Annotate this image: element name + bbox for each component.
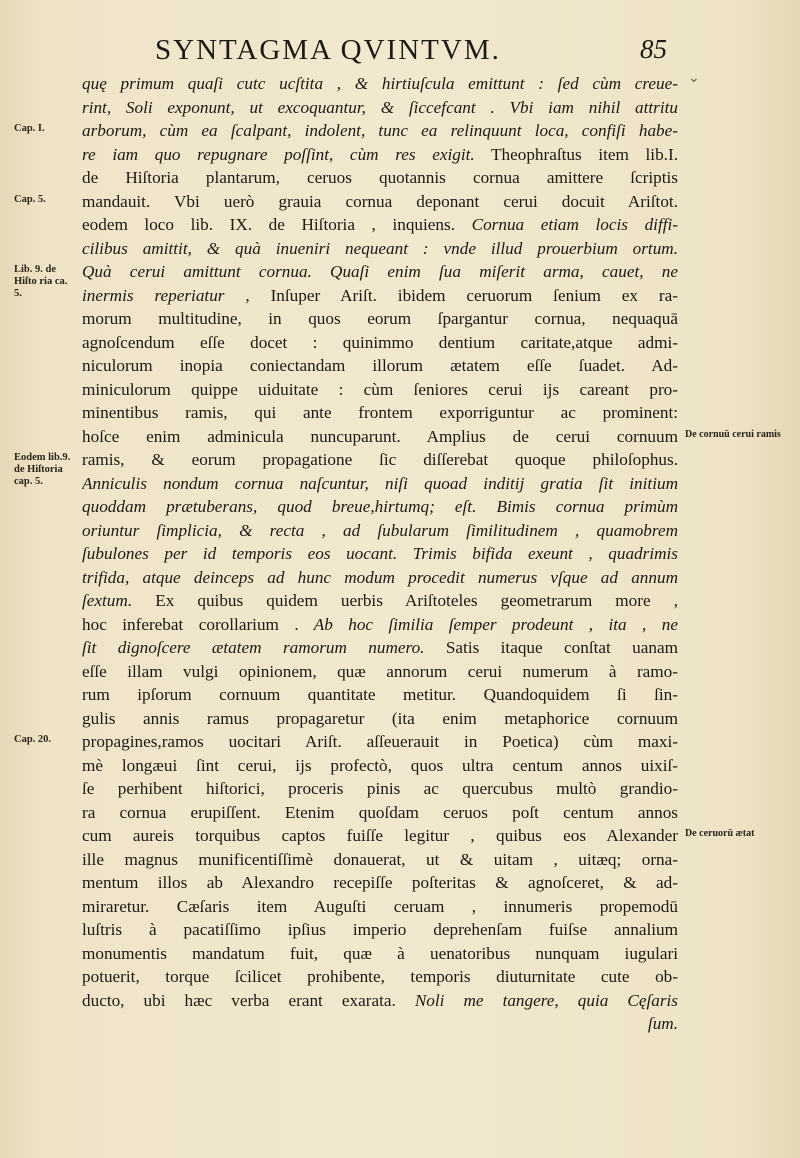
text-segment: ſe perhibent hiſtorici, proceris pinis ac quercubus multò grandio- xyxy=(82,779,678,798)
text-segment: Quà cerui amittunt cornua. Quaſi enim ſua miſerit arma, cauet, ne xyxy=(82,262,678,281)
text-line xyxy=(82,378,678,402)
text-line xyxy=(82,96,678,120)
text-line xyxy=(82,613,678,637)
text-segment: ſextum. xyxy=(82,591,133,610)
body-text xyxy=(82,72,678,1036)
text-segment: eodem loco lib. IX. de Hiſtoria , inquiens. xyxy=(82,215,455,234)
ink-mark-decoration: ⌄ xyxy=(688,71,700,86)
text-segment: hoc inferebat corollarium . xyxy=(82,614,299,634)
text-line xyxy=(82,354,678,378)
text-line xyxy=(82,754,678,778)
margin-note-right: De cornuū cerui ramis xyxy=(685,428,781,440)
text-segment: miraretur. Cæſaris item Auguſti ceruam , innumeris propemodū xyxy=(82,896,678,916)
text-segment: Ex quibus quidem uerbis Ariſtoteles geometrarum more , xyxy=(132,591,678,610)
text-segment: ra cornua erupiſſent. Etenim quoſdam ceruos poſt centum annos xyxy=(82,802,678,822)
text-segment: rum ipſorum cornuum quantitate metitur. Quandoquidem ſi ſin- xyxy=(82,685,678,704)
margin-note-left: Cap. I. xyxy=(14,123,45,134)
text-line xyxy=(82,707,678,731)
text-line xyxy=(82,942,678,966)
text-line xyxy=(82,636,678,660)
text-segment: re iam quo repugnare poſſint, cùm res exigit. xyxy=(82,144,475,164)
text-segment: luſtris à pacatiſſimo ipſius imperio deprehenſam fuiſse annalium xyxy=(82,920,678,939)
text-segment: rint, Soli exponunt, ut excoquantur, & ſiccefcant . Vbi iam nihil attritu xyxy=(82,97,678,117)
text-line xyxy=(82,119,678,143)
text-line xyxy=(82,989,678,1013)
text-line xyxy=(82,848,678,872)
text-segment: ſubulones per id temporis eos uocant. Trimis bifida exeunt , quadrimis xyxy=(82,544,678,563)
text-line xyxy=(82,660,678,684)
text-segment: trifida, atque deinceps ad hunc modum procedit numerus vſque ad annum xyxy=(82,567,678,587)
text-segment: Anniculis nondum cornua naſcuntur, niſi quoad inditij gratia ſit initium xyxy=(82,473,678,493)
text-segment: quę primum quaſi cutc ucſtita , & hirtiuſcula emittunt : ſed cùm creue- xyxy=(82,74,678,93)
text-segment: cilibus amittit, & quà inueniri nequeant : vnde illud prouerbium ortum. xyxy=(82,238,678,258)
text-line xyxy=(82,824,678,848)
text-line xyxy=(82,566,678,590)
text-segment: Noli me tangere, quia Cęſaris xyxy=(395,990,678,1010)
text-segment: Ab hoc ſimilia ſemper prodeunt , ita , ne xyxy=(298,614,678,634)
text-segment: mè longæui ſint cerui, ijs profectò, quos ultra centum annos uixiſ- xyxy=(82,755,678,775)
margin-note-right: De ceruorū ætat xyxy=(685,828,755,839)
text-line xyxy=(82,777,678,801)
text-segment: ſum. xyxy=(647,1014,678,1033)
margin-note-left: Eodem lib.9. de Hiſtoria cap. 5. xyxy=(14,452,71,487)
text-segment: hoſce enim adminicula nuncuparunt. Amplius de cerui cornuum xyxy=(82,426,678,446)
text-line xyxy=(82,213,678,237)
text-segment: arborum, cùm ea ſcalpant, indolent, tunc ea relinquunt loca, confiſi habe- xyxy=(82,121,678,140)
margin-note-left: Cap. 5. xyxy=(14,193,46,205)
text-segment: de Hiſtoria plantarum, ceruos quotannis cornua amittere ſcriptis xyxy=(82,168,678,187)
text-segment: Inſuper Ariſt. ibidem ceruorum ſenium ex ra- xyxy=(249,285,678,305)
text-segment: monumentis mandatum fuit, quæ à uenatoribus nunquam iugulari xyxy=(82,943,678,963)
text-line xyxy=(82,965,678,989)
text-line xyxy=(82,542,678,566)
text-line xyxy=(82,190,678,214)
running-title: SYNTAGMA QVINTVM. xyxy=(155,34,501,66)
text-line xyxy=(82,1012,678,1036)
text-segment: agnoſcendum eſſe docet : quinimmo dentium caritate,atque admi- xyxy=(82,332,678,352)
text-line xyxy=(82,472,678,496)
text-line xyxy=(82,331,678,355)
text-line xyxy=(82,918,678,942)
text-segment: minentibus ramis, qui ante frontem exporriguntur ac prominent: xyxy=(82,403,678,422)
text-line xyxy=(82,307,678,331)
text-segment: Satis itaque conſtat uanam xyxy=(424,638,678,657)
text-segment: niculorum inopia coniectandam illorum ætatem eſſe ſuadet. Ad- xyxy=(82,356,678,375)
text-segment: ſit dignoſcere ætatem ramorum numero. xyxy=(82,638,425,657)
text-segment: eſſe illam vulgi opinionem, quæ annorum cerui numerum à ramo- xyxy=(82,661,678,681)
text-line xyxy=(82,72,678,96)
text-segment: oriuntur ſimplicia, & recta , ad ſubularum ſimilitudinem , quamobrem xyxy=(82,520,678,540)
text-line xyxy=(82,519,678,543)
text-line xyxy=(82,871,678,895)
text-segment: Cornua etiam locis diffi- xyxy=(455,215,678,234)
text-line xyxy=(82,448,678,472)
text-line xyxy=(82,730,678,754)
text-line xyxy=(82,589,678,613)
text-segment: inermis reperiatur , xyxy=(82,285,250,305)
margin-note-left: Lib. 9. de Hiſto ria ca. 5. xyxy=(14,264,68,299)
text-segment: gulis annis ramus propagaretur (ita enim metaphorice cornuum xyxy=(82,708,678,728)
text-line xyxy=(82,495,678,519)
text-segment: propagines,ramos uocitari Ariſt. aſſeuerauit in Poetica) cùm maxi- xyxy=(82,732,678,751)
text-line xyxy=(82,166,678,190)
text-segment: morum multitudine, in quos eorum ſpargantur cornua, nequaquā xyxy=(82,309,678,328)
text-segment: miniculorum quippe uiduitate : cùm ſeniores cerui ijs careant pro- xyxy=(82,379,678,399)
text-segment: mentum illos ab Alexandro recepiſſe poſteritas & agnoſceret, & ad- xyxy=(82,873,678,892)
text-line xyxy=(82,237,678,261)
margin-note-left: Cap. 20. xyxy=(14,734,52,745)
text-line xyxy=(82,425,678,449)
text-line xyxy=(82,683,678,707)
text-segment: potuerit, torque ſcilicet prohibente, temporis diuturnitate cute ob- xyxy=(82,967,678,986)
text-segment: quoddam prætuberans, quod breue,hirtumq; eſt. Bimis cornua primùm xyxy=(82,497,678,516)
text-line xyxy=(82,260,678,284)
text-line xyxy=(82,801,678,825)
text-line xyxy=(82,284,678,308)
text-line xyxy=(82,143,678,167)
text-segment: ille magnus munificentiſſimè donauerat, ut & uitam , uitæq; orna- xyxy=(82,849,678,869)
text-line xyxy=(82,895,678,919)
text-segment: mandauit. Vbi uerò grauia cornua deponant cerui docuit Ariſtot. xyxy=(82,191,678,211)
text-segment: cum aureis torquibus captos fuiſſe legitur , quibus eos Alexander xyxy=(82,826,678,845)
page-header xyxy=(0,28,800,72)
page-number: 85 xyxy=(640,34,667,64)
text-segment: ramis, & eorum propagatione ſic diſſerebat quoque philoſophus. xyxy=(82,450,678,469)
text-segment: ducto, ubi hæc verba erant exarata. xyxy=(82,990,396,1010)
text-segment: Theophraſtus item lib.I. xyxy=(474,144,678,164)
text-line xyxy=(82,401,678,425)
